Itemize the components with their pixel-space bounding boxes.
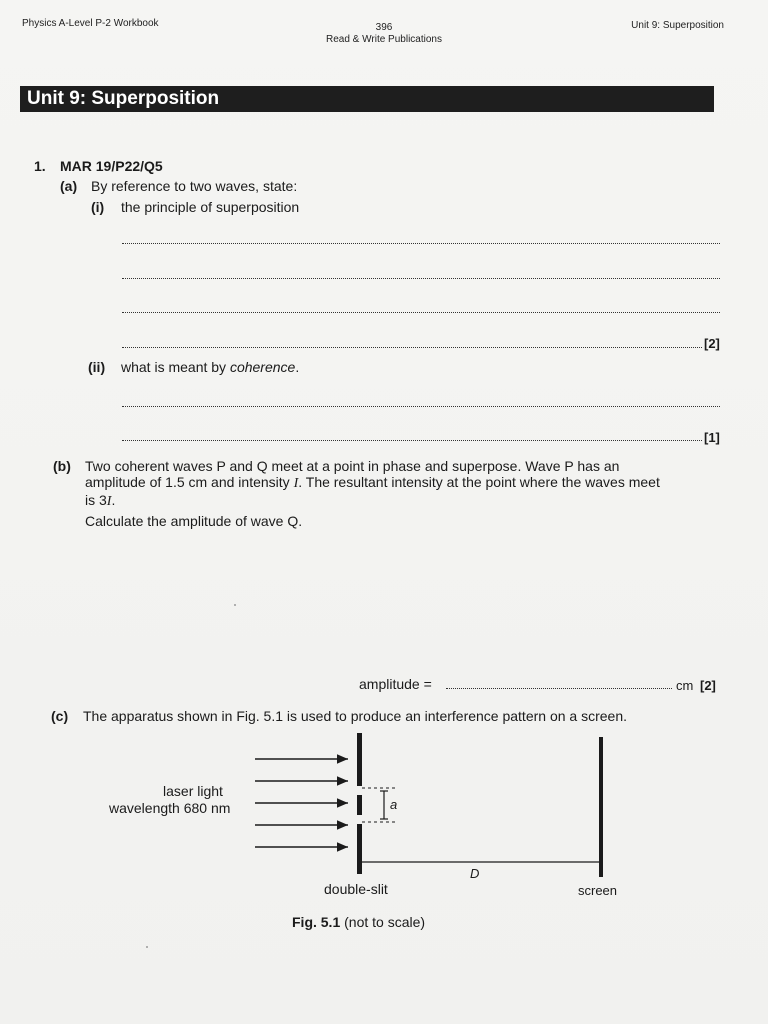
double-slit-label: double-slit xyxy=(324,881,388,897)
part-b-line-3-start: is 3 xyxy=(85,492,107,508)
laser-label-2: wavelength 680 nm xyxy=(109,800,231,816)
slit-separation-label: a xyxy=(390,797,398,812)
part-b-label: (b) xyxy=(53,458,71,474)
part-a-i-text: the principle of superposition xyxy=(121,199,300,215)
part-b-line-3-end: . xyxy=(111,492,116,508)
amplitude-unit: cm xyxy=(676,678,694,693)
part-b-line-2-end: . The resultant intensity at the point where the waves meet xyxy=(298,474,660,490)
part-b-line-2-start: amplitude of 1.5 cm and intensity xyxy=(85,474,294,490)
slit-barrier-top xyxy=(357,733,362,786)
header-publisher: Read & Write Publications xyxy=(326,34,442,45)
part-a-ii-label: (ii) xyxy=(88,359,106,375)
part-a-ii-text-start: what is meant by xyxy=(121,359,230,375)
part-a-text: By reference to two waves, state: xyxy=(91,178,298,194)
part-a-ii-text-end: . xyxy=(295,359,300,375)
part-a-i-label: (i) xyxy=(91,199,105,215)
part-b-calc: Calculate the amplitude of wave Q. xyxy=(85,513,303,529)
slit-barrier-bottom xyxy=(357,824,362,874)
question-number: 1. xyxy=(34,158,46,174)
marks-a-ii: [1] xyxy=(704,430,720,445)
intensity-symbol-2: I xyxy=(106,494,112,509)
marks-b: [2] xyxy=(700,678,716,693)
part-b-line-1: Two coherent waves P and Q meet at a point in phase and superpose. Wave P has an xyxy=(85,458,620,474)
intensity-symbol: I xyxy=(293,476,299,491)
header-page-number: 396 xyxy=(375,22,393,33)
screen-label: screen xyxy=(578,883,618,898)
speck xyxy=(234,604,236,606)
figure-caption-note: (not to scale) xyxy=(340,914,426,930)
slit-barrier-middle xyxy=(357,795,362,815)
header-unit: Unit 9: Superposition xyxy=(631,20,724,31)
laser-label-1: laser light xyxy=(163,783,223,799)
screen xyxy=(599,737,603,877)
figure-caption xyxy=(292,914,425,930)
part-c-label: (c) xyxy=(51,708,69,724)
speck xyxy=(146,946,148,948)
part-c-text: The apparatus shown in Fig. 5.1 is used to produce an interference pattern on a screen. xyxy=(83,708,627,724)
header-workbook-title: Physics A-Level P-2 Workbook xyxy=(22,18,159,29)
unit-title-bar: Unit 9: Superposition xyxy=(20,86,714,112)
part-a-ii-coherence: coherence xyxy=(229,359,296,375)
amplitude-label: amplitude = xyxy=(359,676,432,692)
figure-caption-number: Fig. 5.1 xyxy=(292,914,341,930)
question-code: MAR 19/P22/Q5 xyxy=(60,158,163,174)
marks-a-i: [2] xyxy=(704,336,720,351)
part-a-label: (a) xyxy=(60,178,78,194)
distance-D-label: D xyxy=(470,866,480,881)
